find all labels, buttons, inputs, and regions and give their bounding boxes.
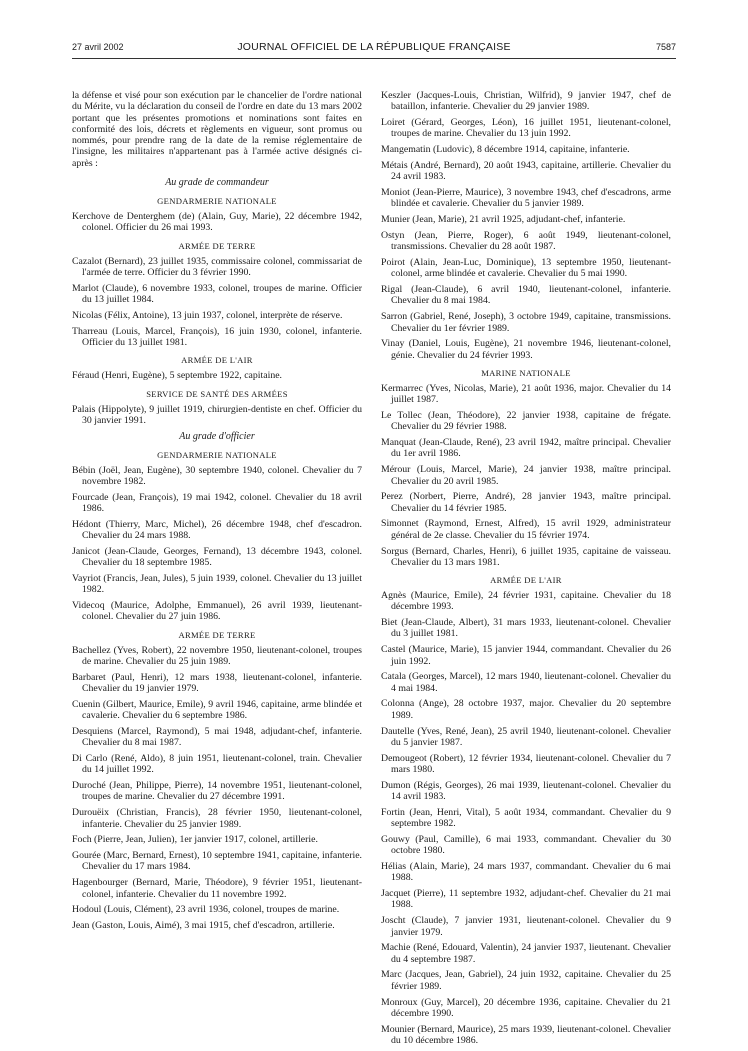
nomination-entry: Rigal (Jean-Claude), 6 avril 1940, lieutenant-colonel, infanterie. Chevalier du 8 mai 1984. bbox=[381, 284, 671, 307]
nomination-entry: Cuenin (Gilbert, Maurice, Emile), 9 avril 1946, capitaine, arme blindée et cavalerie. Chevalier du 6 septembre 1986. bbox=[72, 698, 362, 722]
nomination-entry: Catala (Georges, Marcel), 12 mars 1940, lieutenant-colonel. Chevalier du 4 mai 1984. bbox=[381, 671, 671, 694]
nomination-entry: Métais (André, Bernard), 20 août 1943, capitaine, artillerie. Chevalier du 24 avril 1983. bbox=[381, 159, 671, 183]
nomination-entry: Hodoul (Louis, Clément), 23 avril 1936, colonel, troupes de marine. bbox=[72, 904, 340, 916]
nomination-entry: Castel (Maurice, Marie), 15 janvier 1944, commandant. Chevalier du 26 juin 1992. bbox=[381, 644, 671, 667]
nomination-entry: Demougeot (Robert), 12 février 1934, lieutenant-colonel. Chevalier du 7 mars 1980. bbox=[381, 752, 671, 775]
nomination-entry: Sarron (Gabriel, René, Joseph), 3 octobre 1949, capitaine, transmissions. Chevalier du 1er février 1989. bbox=[381, 311, 671, 334]
nomination-entry: Keszler (Jacques-Louis, Christian, Wilfrid), 9 janvier 1947, chef de bataillon, infanterie. Chevalier du 29 janvier 1989. bbox=[381, 90, 671, 113]
unit-heading: ARMÉE DE L'AIR bbox=[490, 575, 562, 586]
nomination-entry: Machie (René, Edouard, Valentin), 24 janvier 1937, lieutenant. Chevalier du 4 septembre 1987. bbox=[381, 942, 671, 965]
left-column bbox=[72, 90, 362, 936]
nomination-entry: Videcoq (Maurice, Adolphe, Emmanuel), 26 avril 1939, lieutenant-colonel. Chevalier du 27 juin 1986. bbox=[72, 600, 362, 623]
nomination-entry: Moniot (Jean-Pierre, Maurice), 3 novembre 1943, chef d'escadrons, arme blindée et cavalerie. Chevalier du 5 janvier 1989. bbox=[381, 187, 671, 210]
nomination-entry: Marlot (Claude), 6 novembre 1933, colonel, troupes de marine. Officier du 13 juillet 1984. bbox=[72, 282, 362, 306]
unit-heading: MARINE NATIONALE bbox=[481, 367, 571, 378]
nomination-entry: Hédont (Thierry, Marc, Michel), 26 décembre 1948, chef d'escadron. Chevalier du 24 mars 1988. bbox=[72, 518, 362, 542]
unit-heading: ARMÉE DE TERRE bbox=[178, 240, 256, 251]
intro-paragraph: la défense et visé pour son exécution par le chancelier de l'ordre national du Mérite, vu la déclaration du conseil de l'ordre en date du 13 mars 2002 portant que les présentes promotions et nominations sont faites en conformité des lois, décrets et règlements en vigueur, sont promus ou nommés, pour prendre rang de la date de la remise réglementaire de l'insigne, les militaires n'appartenant pas à l'armée active désignés ci-après : bbox=[72, 90, 362, 169]
nomination-entry: Jean (Gaston, Louis, Aimé), 3 mai 1915, chef d'escadron, artillerie. bbox=[72, 920, 335, 932]
nomination-entry: Hagenbourger (Bernard, Marie, Théodore), 9 février 1951, lieutenant-colonel, infanterie. Chevalier du 11 novembre 1992. bbox=[72, 877, 362, 900]
nomination-entry: Duroché (Jean, Philippe, Pierre), 14 novembre 1951, lieutenant-colonel, troupes de marine. Chevalier du 27 décembre 1991. bbox=[72, 780, 362, 803]
nomination-entry: Palais (Hippolyte), 9 juillet 1919, chirurgien-dentiste en chef. Officier du 30 janvier 1991. bbox=[72, 403, 362, 426]
nomination-entry: Jacquet (Pierre), 11 septembre 1932, adjudant-chef. Chevalier du 21 mai 1988. bbox=[381, 888, 671, 911]
nomination-entry: Marc (Jacques, Jean, Gabriel), 24 juin 1932, capitaine. Chevalier du 25 février 1989. bbox=[381, 969, 671, 992]
nomination-entry: Sorgus (Bernard, Charles, Henri), 6 juillet 1935, capitaine de vaisseau. Chevalier du 13 mars 1981. bbox=[381, 545, 671, 568]
nomination-entry: Durouëix (Christian, Francis), 28 février 1950, lieutenant-colonel, infanterie. Chevalier du 25 janvier 1989. bbox=[72, 807, 362, 830]
nomination-entry: Mangematin (Ludovic), 8 décembre 1914, capitaine, infanterie. bbox=[381, 144, 630, 156]
grade-heading: Au grade d'officier bbox=[179, 430, 255, 442]
nomination-entry: Fourcade (Jean, François), 19 mai 1942, colonel. Chevalier du 18 avril 1986. bbox=[72, 491, 362, 515]
nomination-entry: Barbaret (Paul, Henri), 12 mars 1938, lieutenant-colonel, infanterie. Chevalier du 19 janvier 1979. bbox=[72, 671, 362, 695]
nomination-entry: Kerchove de Denterghem (de) (Alain, Guy, Marie), 22 décembre 1942, colonel. Officier du 26 mai 1993. bbox=[72, 211, 362, 234]
page-header bbox=[72, 40, 676, 56]
nomination-entry: Hélias (Alain, Marie), 24 mars 1937, commandant. Chevalier du 6 mai 1988. bbox=[381, 861, 671, 884]
nomination-entry: Manquat (Jean-Claude, René), 23 avril 1942, maître principal. Chevalier du 1er avril 1986. bbox=[381, 437, 671, 460]
unit-heading: ARMÉE DE TERRE bbox=[178, 629, 256, 640]
unit-heading: GENDARMERIE NATIONALE bbox=[157, 449, 277, 460]
unit-heading: GENDARMERIE NATIONALE bbox=[157, 196, 277, 207]
nomination-entry: Agnès (Maurice, Emile), 24 février 1931, capitaine. Chevalier du 18 décembre 1993. bbox=[381, 590, 671, 613]
nomination-entry: Vayriot (Francis, Jean, Jules), 5 juin 1939, colonel. Chevalier du 13 juillet 1982. bbox=[72, 573, 362, 596]
nomination-entry: Poirot (Alain, Jean-Luc, Dominique), 13 septembre 1950, lieutenant-colonel, arme blindée et cavalerie. Chevalier du 5 mai 1990. bbox=[381, 257, 671, 280]
nomination-entry: Bébin (Joël, Jean, Eugène), 30 septembre 1940, colonel. Chevalier du 7 novembre 1982. bbox=[72, 464, 362, 487]
nomination-entry: Bachellez (Yves, Robert), 22 novembre 1950, lieutenant-colonel, troupes de marine. Chevalier du 25 juin 1989. bbox=[72, 644, 362, 667]
header-rule bbox=[72, 58, 676, 59]
nomination-entry: Di Carlo (René, Aldo), 8 juin 1951, lieutenant-colonel, train. Chevalier du 14 juillet 1992. bbox=[72, 753, 362, 776]
right-column bbox=[381, 90, 671, 1051]
nomination-entry: Cazalot (Bernard), 23 juillet 1935, commissaire colonel, commissariat de l'armée de terre. Officier du 3 février 1990. bbox=[72, 255, 362, 278]
nomination-entry: Gourée (Marc, Bernard, Ernest), 10 septembre 1941, capitaine, infanterie. Chevalier du 17 mars 1984. bbox=[72, 850, 362, 873]
nomination-entry: Nicolas (Félix, Antoine), 13 juin 1937, colonel, interprète de réserve. bbox=[72, 309, 343, 321]
nomination-entry: Monroux (Guy, Marcel), 20 décembre 1936, capitaine. Chevalier du 21 décembre 1990. bbox=[381, 996, 671, 1019]
nomination-entry: Gouwy (Paul, Camille), 6 mai 1933, commandant. Chevalier du 30 octobre 1980. bbox=[381, 833, 671, 857]
nomination-entry: Desquiens (Marcel, Raymond), 5 mai 1948, adjudant-chef, infanterie. Chevalier du 8 mai 1987. bbox=[72, 725, 362, 749]
nomination-entry: Fortin (Jean, Henri, Vital), 5 août 1934, commandant. Chevalier du 9 septembre 1982. bbox=[381, 806, 671, 830]
nomination-entry: Dautelle (Yves, René, Jean), 25 avril 1940, lieutenant-colonel. Chevalier du 5 janvier 1987. bbox=[381, 725, 671, 748]
nomination-entry: Colonna (Ange), 28 octobre 1937, major. Chevalier du 20 septembre 1989. bbox=[381, 698, 671, 721]
grade-heading: Au grade de commandeur bbox=[165, 177, 269, 189]
nomination-entry: Kermarrec (Yves, Nicolas, Marie), 21 août 1936, major. Chevalier du 14 juillet 1987. bbox=[381, 382, 671, 406]
unit-heading: ARMÉE DE L'AIR bbox=[181, 355, 253, 366]
nomination-entry: Dumon (Régis, Georges), 26 mai 1939, lieutenant-colonel. Chevalier du 14 avril 1983. bbox=[381, 779, 671, 803]
nomination-entry: Ostyn (Jean, Pierre, Roger), 6 août 1949, lieutenant-colonel, transmissions. Chevalier du 28 août 1987. bbox=[381, 229, 671, 253]
nomination-entry: Janicot (Jean-Claude, Georges, Fernand), 13 décembre 1943, colonel. Chevalier du 18 septembre 1985. bbox=[72, 545, 362, 569]
nomination-entry: Munier (Jean, Marie), 21 avril 1925, adjudant-chef, infanterie. bbox=[381, 214, 626, 226]
nomination-entry: Tharreau (Louis, Marcel, François), 16 juin 1930, colonel, infanterie. Officier du 13 juillet 1981. bbox=[72, 325, 362, 348]
nomination-entry: Le Tollec (Jean, Théodore), 22 janvier 1938, capitaine de frégate. Chevalier du 29 février 1988. bbox=[381, 410, 671, 433]
nomination-entry: Perez (Norbert, Pierre, André), 28 janvier 1943, maître principal. Chevalier du 14 février 1985. bbox=[381, 491, 671, 514]
journal-title: JOURNAL OFFICIEL DE LA RÉPUBLIQUE FRANÇAISE bbox=[237, 41, 511, 53]
nomination-entry: Mounier (Bernard, Maurice), 25 mars 1939, lieutenant-colonel. Chevalier du 10 décembre 1986. bbox=[381, 1023, 671, 1046]
nomination-entry: Féraud (Henri, Eugène), 5 septembre 1922, capitaine. bbox=[72, 370, 283, 382]
nomination-entry: Loiret (Gérard, Georges, Léon), 16 juillet 1951, lieutenant-colonel, troupes de marine. Chevalier du 13 juin 1992. bbox=[381, 117, 671, 140]
nomination-entry: Simonnet (Raymond, Ernest, Alfred), 15 avril 1929, administrateur général de 2e classe. Chevalier du 15 février 1974. bbox=[381, 518, 671, 541]
nomination-entry: Vinay (Daniel, Louis, Eugène), 21 novembre 1946, lieutenant-colonel, génie. Chevalier du 24 février 1993. bbox=[381, 338, 671, 361]
nomination-entry: Foch (Pierre, Jean, Julien), 1er janvier 1917, colonel, artillerie. bbox=[72, 834, 318, 846]
nomination-entry: Joscht (Claude), 7 janvier 1931, lieutenant-colonel. Chevalier du 9 janvier 1979. bbox=[381, 915, 671, 938]
nomination-entry: Biet (Jean-Claude, Albert), 31 mars 1933, lieutenant-colonel. Chevalier du 3 juillet 1981. bbox=[381, 617, 671, 640]
nomination-entry: Mérour (Louis, Marcel, Marie), 24 janvier 1938, maître principal. Chevalier du 20 avril 1985. bbox=[381, 464, 671, 487]
issue-date: 27 avril 2002 bbox=[72, 42, 124, 52]
unit-heading: SERVICE DE SANTÉ DES ARMÉES bbox=[146, 388, 288, 399]
page-number: 7587 bbox=[655, 42, 676, 52]
